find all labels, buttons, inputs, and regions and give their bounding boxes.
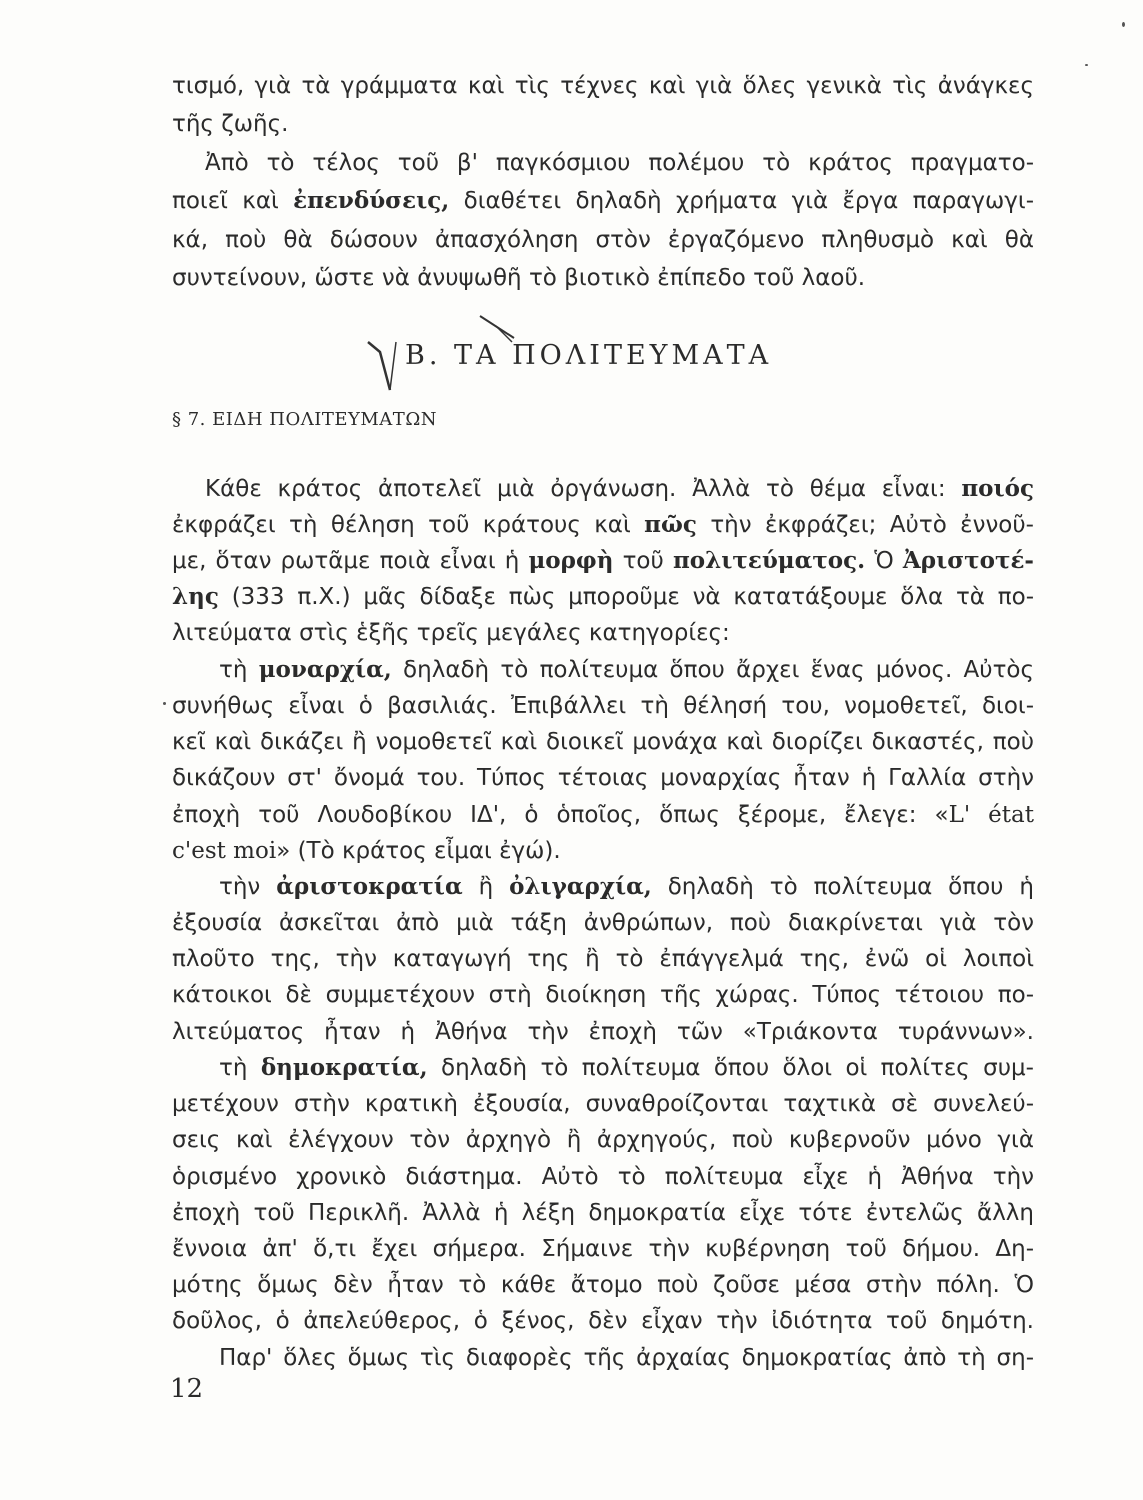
text-line: Κάθε κράτος ἀποτελεῖ μιὰ ὀργάνωση. Ἀλλὰ τὸ θέμα εἶναι: ποιός	[205, 475, 1034, 502]
text-line: κά, ποὺ θὰ δώσουν ἀπασχόληση στὸν ἐργαζόμενο πληθυσμὸ καὶ θὰ	[172, 227, 1034, 253]
text-line: ποιεῖ καὶ ἐπενδύσεις, διαθέτει δηλαδὴ χρήματα γιὰ ἔργα παραγωγι-	[172, 187, 1034, 214]
ink-speck	[163, 702, 166, 705]
ink-speck	[1122, 22, 1125, 27]
text-line: λιτεύματα στὶς ἑξῆς τρεῖς μεγάλες κατηγορίες:	[172, 620, 730, 646]
text-line: με, ὅταν ρωτᾶμε ποιὰ εἶναι ἡ μορφὴ τοῦ πολιτεύματος. Ὁ Ἀριστοτέ-	[172, 547, 1034, 574]
text-line: συνήθως εἶναι ὁ βασιλιάς. Ἐπιβάλλει τὴ θέλησή του, νομοθετεῖ, διοι-	[172, 693, 1034, 719]
text-line: μετέχουν στὴν κρατικὴ ἐξουσία, συναθροίζονται ταχτικὰ σὲ συνελεύ-	[172, 1091, 1034, 1117]
sub-heading: § 7. ΕΙΔΗ ΠΟΛΙΤΕΥΜΑΤΩΝ	[172, 409, 437, 430]
text-line: Παρ' ὅλες ὅμως τὶς διαφορὲς τῆς ἀρχαίας δημοκρατίας ἀπὸ τὴ ση-	[219, 1345, 1034, 1371]
text-line: ἐξουσία ἀσκεῖται ἀπὸ μιὰ τάξη ἀνθρώπων, ποὺ διακρίνεται γιὰ τὸν	[172, 910, 1034, 936]
text-line: κεῖ καὶ δικάζει ἢ νομοθετεῖ καὶ διοικεῖ μονάχα καὶ διορίζει δικαστές, ποὺ	[172, 729, 1034, 755]
text-line: τὴ δημοκρατία, δηλαδὴ τὸ πολίτευμα ὅπου ὅλοι οἱ πολίτες συμ-	[219, 1054, 1034, 1081]
page-number: 12	[170, 1374, 204, 1404]
ink-speck	[1085, 64, 1088, 66]
text-line: ἐποχὴ τοῦ Περικλῆ. Ἀλλὰ ἡ λέξη δημοκρατία εἶχε τότε ἐντελῶς ἄλλη	[172, 1200, 1034, 1226]
text-line: τισμό, γιὰ τὰ γράμματα καὶ τὶς τέχνες καὶ γιὰ ὅλες γενικὰ τὶς ἀνάγκες	[172, 73, 1034, 99]
text-line: σεις καὶ ἐλέγχουν τὸν ἀρχηγὸ ἢ ἀρχηγούς, ποὺ κυβερνοῦν μόνο γιὰ	[172, 1127, 1034, 1153]
text-line: ἐκφράζει τὴ θέληση τοῦ κράτους καὶ πῶς τὴν ἐκφράζει; Αὐτὸ ἐννοῦ-	[172, 511, 1034, 538]
text-line: δοῦλος, ὁ ἀπελεύθερος, ὁ ξένος, δὲν εἶχαν τὴν ἰδιότητα τοῦ δημότη.	[172, 1308, 1034, 1334]
text-line: Ἀπὸ τὸ τέλος τοῦ β' παγκόσμιου πολέμου τὸ κράτος πραγματο-	[205, 150, 1034, 176]
text-line: πλοῦτο της, τὴν καταγωγή της ἢ τὸ ἐπάγγελμά της, ἐνῶ οἱ λοιποὶ	[172, 946, 1034, 972]
text-line: τῆς ζωῆς.	[172, 111, 289, 137]
text-line: λιτεύματος ἦταν ἡ Ἀθήνα τὴν ἐποχὴ τῶν «Τριάκοντα τυράννων».	[172, 1019, 1034, 1045]
text-line: τὴν ἀριστοκρατία ἢ ὀλιγαρχία, δηλαδὴ τὸ πολίτευμα ὅπου ἡ	[219, 873, 1034, 900]
text-line: συντείνουν, ὥστε νὰ ἀνυψωθῆ τὸ βιοτικὸ ἐπίπεδο τοῦ λαοῦ.	[172, 265, 866, 291]
text-line: λης (333 π.Χ.) μᾶς δίδαξε πὼς μποροῦμε νὰ κατατάξουμε ὅλα τὰ πο-	[172, 583, 1034, 610]
text-line: ἔννοια ἀπ' ὅ,τι ἔχει σήμερα. Σήμαινε τὴν κυβέρνηση τοῦ δήμου. Δη-	[172, 1236, 1034, 1262]
text-line: δικάζουν στ' ὄνομά του. Τύπος τέτοιας μοναρχίας ἦταν ἡ Γαλλία στὴν	[172, 765, 1034, 791]
section-title: Β. ΤΑ ΠΟΛΙΤΕΥΜΑΤΑ	[405, 340, 773, 371]
text-line: κάτοικοι δὲ συμμετέχουν στὴ διοίκηση τῆς χώρας. Τύπος τέτοιου πο-	[172, 982, 1034, 1008]
text-line: c'est moi» (Τὸ κράτος εἶμαι ἐγώ).	[172, 838, 561, 864]
text-line: ὁρισμένο χρονικὸ διάστημα. Αὐτὸ τὸ πολίτευμα εἶχε ἡ Ἀθήνα τὴν	[172, 1164, 1034, 1190]
text-line: μότης ὅμως δὲν ἦταν τὸ κάθε ἄτομο ποὺ ζοῦσε μέσα στὴν πόλη. Ὁ	[172, 1272, 1034, 1298]
text-line: τὴ μοναρχία, δηλαδὴ τὸ πολίτευμα ὅπου ἄρχει ἕνας μόνος. Αὐτὸς	[219, 656, 1034, 683]
text-line: ἐποχὴ τοῦ Λουδοβίκου ΙΔ', ὁ ὁποῖος, ὅπως ξέρομε, ἔλεγε: «L' état	[172, 802, 1034, 828]
